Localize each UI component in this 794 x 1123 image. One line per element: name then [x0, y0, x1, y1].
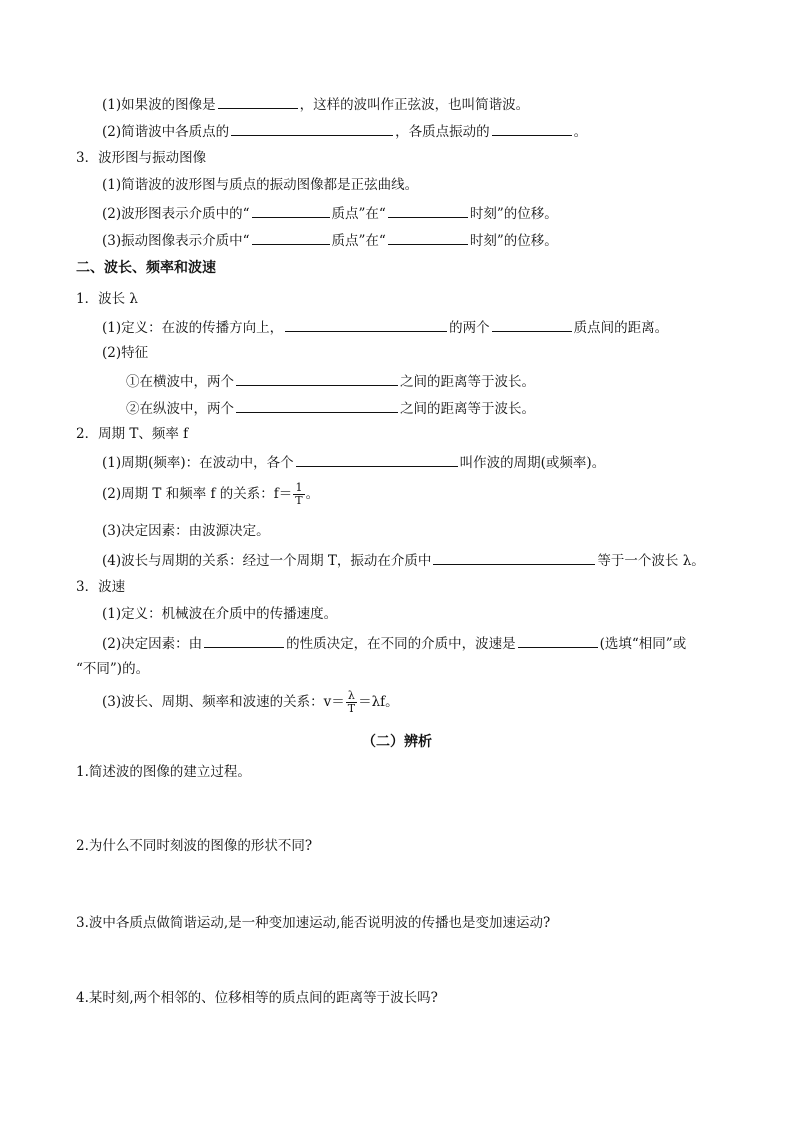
text: 。	[305, 486, 320, 502]
blank	[296, 451, 458, 467]
numerator: 1	[293, 482, 304, 495]
text: (2)决定因素：由	[102, 636, 203, 652]
blank	[518, 632, 598, 648]
heading-wave-speed: 3．波速	[76, 579, 126, 595]
item-wavelength-definition	[102, 316, 668, 338]
item-determining-factor: (3)决定因素：由波源决定。	[102, 523, 270, 539]
question-1: 1.简述波的图像的建立过程。	[76, 764, 251, 780]
question-2: 2.为什么不同时刻波的图像的形状不同?	[76, 838, 313, 854]
denominator: T	[295, 494, 303, 507]
item-period-frequency-relation	[102, 482, 319, 507]
text: 叫作波的周期(或频率)。	[459, 455, 606, 471]
text: 之间的距离等于波长。	[400, 401, 535, 417]
text: (3)波长、周期、频率和波速的关系：v＝	[102, 694, 345, 710]
blank	[236, 397, 398, 413]
text: 的两个	[449, 320, 490, 336]
item-sine-curve: (1)简谐波的波形图与质点的振动图像都是正弦曲线。	[102, 177, 419, 193]
item-simple-harmonic	[102, 120, 587, 142]
blank	[492, 120, 572, 136]
item-longitudinal	[126, 397, 535, 419]
blank	[231, 120, 393, 136]
text: (2)波形图表示介质中的“	[102, 206, 250, 222]
fraction-1-over-t	[293, 482, 304, 507]
item-relation-formula	[102, 690, 399, 715]
blank	[388, 202, 468, 218]
text: 的性质决定，在不同的介质中，波速是	[286, 636, 516, 652]
blank	[236, 370, 398, 386]
item-transverse	[126, 370, 535, 392]
blank	[204, 632, 284, 648]
text: ，各质点振动的	[395, 124, 490, 140]
heading-period-frequency: 2．周期 T、频率 f	[76, 426, 189, 442]
text: (2)简谐波中各质点的	[102, 124, 230, 140]
question-4: 4.某时刻,两个相邻的、位移相等的质点间的距离等于波长吗?	[76, 990, 438, 1006]
text: 。	[573, 124, 588, 140]
blank	[252, 202, 330, 218]
text: 质点”在“	[331, 206, 386, 222]
text: (1)如果波的图像是	[102, 97, 216, 113]
text: (4)波长与周期的关系：经过一个周期 T，振动在介质中	[102, 553, 432, 569]
heading-wavelength: 1．波长 λ	[76, 291, 138, 307]
item-features: (2)特征	[102, 345, 149, 361]
item-sine-wave	[102, 93, 529, 115]
blank	[433, 549, 595, 565]
blank	[388, 229, 468, 245]
item-waveform	[102, 202, 558, 224]
blank	[492, 316, 572, 332]
denominator: T	[347, 702, 356, 715]
numerator: λ	[346, 690, 357, 703]
section-title-analysis: （二）辨析	[362, 734, 432, 750]
item-wave-speed-definition: (1)定义：机械波在介质中的传播速度。	[102, 606, 338, 622]
text: ①在横波中，两个	[126, 374, 234, 390]
text: ＝λf。	[358, 694, 399, 710]
item-wavelength-period-relation	[102, 549, 705, 571]
text: 质点间的距离。	[573, 320, 669, 336]
item-wave-speed-factor	[102, 632, 686, 654]
text: (2)周期 T 和频率 f 的关系：f＝	[102, 486, 293, 502]
blank	[252, 229, 330, 245]
text: 时刻”的位移。	[469, 206, 558, 222]
text: (1)周期(频率)：在波动中，各个	[102, 455, 294, 471]
blank	[285, 316, 447, 332]
text: ，这样的波叫作正弦波，也叫简谐波。	[299, 97, 530, 113]
text: ②在纵波中，两个	[126, 401, 234, 417]
item-vibration-graph	[102, 229, 558, 251]
text: 之间的距离等于波长。	[400, 374, 535, 390]
text: (选填“相同”或	[599, 636, 687, 652]
text: (1)定义：在波的传播方向上，	[102, 320, 284, 336]
section-title-wavelength: 二、波长、频率和波速	[76, 260, 216, 276]
text: (3)振动图像表示介质中“	[102, 233, 250, 249]
text: 时刻”的位移。	[469, 233, 558, 249]
text: 等于一个波长 λ。	[597, 553, 705, 569]
blank	[218, 93, 298, 109]
text: 质点”在“	[331, 233, 386, 249]
fraction-lambda-over-t	[346, 690, 357, 715]
item-wave-speed-factor-cont: “不同”)的。	[76, 661, 150, 677]
heading-waveform-vibration: 3．波形图与振动图像	[76, 150, 207, 166]
question-3: 3.波中各质点做简谐运动,是一种变加速运动,能否说明波的传播也是变加速运动?	[76, 915, 551, 931]
item-period-definition	[102, 451, 605, 473]
